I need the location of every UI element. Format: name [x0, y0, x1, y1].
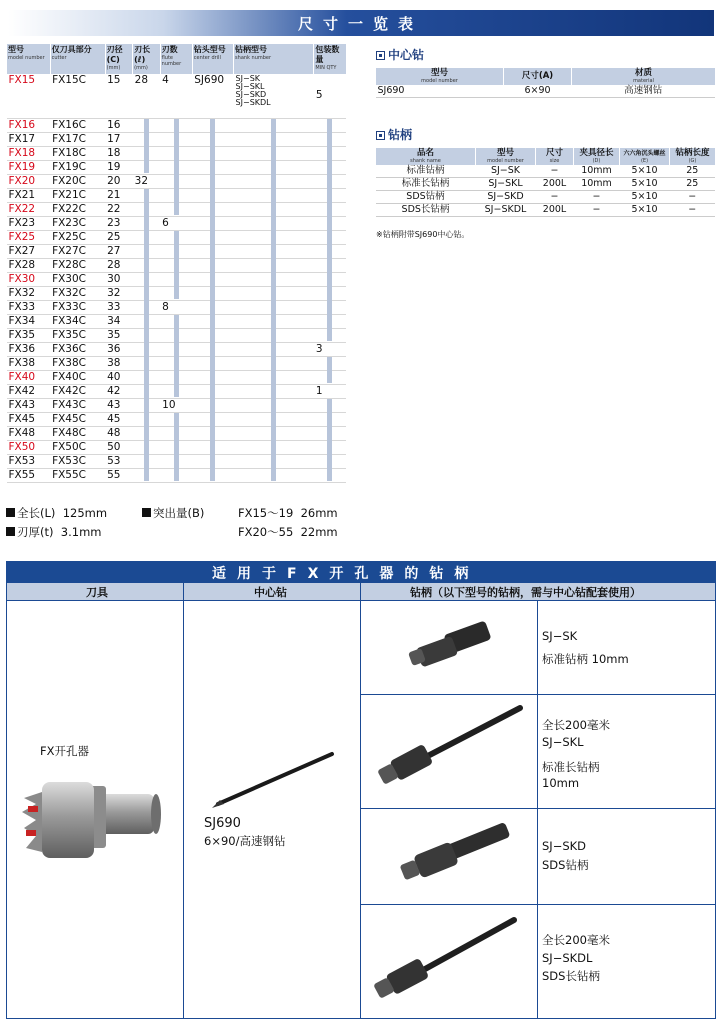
- continuation-bar: [327, 119, 332, 341]
- table-row: FX15 FX15C 15 28 4 SJ690 SJ−SK SJ−SKL SJ−SKD SJ−SKDL 5: [7, 74, 347, 118]
- spec-blade-thickness: 刃厚(t) 3.1mm: [6, 524, 102, 540]
- spec-total-length: 全长(L) 125mm: [6, 505, 107, 521]
- table-row: FX34 FX34C 34: [7, 314, 347, 328]
- center-drill-image: [210, 748, 338, 810]
- shank-skd-model: SJ−SKD: [542, 839, 587, 853]
- size-table-header: 钻头型号 center drill: [192, 44, 233, 74]
- table-row: FX17 FX17C 17: [7, 132, 347, 146]
- center-drill-table: [375, 68, 715, 98]
- table-row: FX40 FX40C 40: [7, 370, 347, 384]
- shank-table: 品名 shank name 型号 model number 尺寸 size 夹具径长 (D) 六六角沉头螺丝 (E) 钻柄长度 (G) 标准钻柄 SJ−SK − 10mm 5×10 25 标准长钻柄 SJ−SKL 200L 10mm 5×10 25 SDS钻柄 SJ−SKD − − 5×10 − SDS长钻柄 SJ−SKDL 200L − 5×10 −: [375, 148, 715, 217]
- table-row: FX20 FX20C 20 32: [7, 174, 347, 188]
- table-row: FX16 FX16C 16: [7, 118, 347, 132]
- size-table-header: 钻柄型号 shank number: [234, 44, 314, 74]
- table-row: FX55 FX55C 55: [7, 468, 347, 482]
- table-row: FX19 FX19C 19: [7, 160, 347, 174]
- spec-protrusion: 突出量(B): [142, 505, 204, 521]
- center-drill-model: SJ690: [204, 816, 241, 831]
- shank-skl-image: [370, 700, 530, 800]
- table-row: FX21 FX21C 21: [7, 188, 347, 202]
- table-row: SDS长钻柄 SJ−SKDL 200L − 5×10 −: [376, 204, 716, 217]
- size-table-header: 刃长(ℓ) (mm): [133, 44, 161, 74]
- table-row: FX43 FX43C 43 10: [7, 398, 347, 412]
- square-bullet-icon: [376, 51, 385, 60]
- table-row: FX23 FX23C 23 6: [7, 216, 347, 230]
- center-drill-heading: 中心钻: [376, 46, 424, 63]
- shank-skdl-length: 全长200毫米: [542, 933, 610, 947]
- continuation-bar: [174, 315, 179, 397]
- continuation-bar: [174, 119, 179, 215]
- size-table-header: 型号 model number: [7, 44, 51, 74]
- table-row: SDS钻柄 SJ−SKD − − 5×10 −: [376, 191, 716, 204]
- table-row: FX25 FX25C 25: [7, 230, 347, 244]
- table-row: FX30 FX30C 30: [7, 272, 347, 286]
- size-table-header: 仅刀具部分 cutter: [50, 44, 105, 74]
- col-shank: 钻柄（以下型号的钻柄，需与中心钻配套使用）: [410, 586, 641, 599]
- shank-skl-model: SJ−SKL: [542, 735, 584, 749]
- table-row: FX35 FX35C 35: [7, 328, 347, 342]
- table-row: 标准长钻柄 SJ−SKL 200L 10mm 5×10 25: [376, 178, 716, 191]
- table-row: FX42 FX42C 42 1: [7, 384, 347, 398]
- shank-sk-desc: 标准钻柄 10mm: [542, 652, 629, 666]
- table-row: FX33 FX33C 33 8: [7, 300, 347, 314]
- col-center: 中心钻: [254, 586, 287, 599]
- size-table-header: 刃径(C) (mm): [105, 44, 133, 74]
- continuation-bar: [327, 357, 332, 383]
- shank-sk-model: SJ−SK: [542, 629, 578, 643]
- shank-skl-name: 标准长钻柄: [542, 760, 600, 774]
- continuation-bar: [271, 119, 276, 481]
- shank-skd-image: [390, 816, 520, 896]
- header-material: 材质 material: [572, 68, 716, 85]
- table-row: FX27 FX27C 27: [7, 244, 347, 258]
- center-drill-desc: 6×90/高速钢钻: [204, 834, 286, 848]
- size-list-banner: [8, 10, 714, 36]
- shank-note: ※钻柄附带SJ690中心钻。: [376, 230, 470, 239]
- shank-heading: 钻柄: [376, 126, 412, 143]
- spec-range1: FX15～19 26mm: [238, 506, 338, 520]
- applicable-title: 适用于FX开孔器的钻柄: [212, 566, 480, 582]
- continuation-bar: [210, 119, 215, 481]
- applicable-banner: [6, 561, 716, 582]
- shank-skdl-model: SJ−SKDL: [542, 951, 593, 965]
- table-row: FX38 FX38C 38: [7, 356, 347, 370]
- table-row: FX32 FX32C 32: [7, 286, 347, 300]
- shank-skl-length: 全长200毫米: [542, 718, 610, 732]
- shank-number: SJ−SKL: [235, 82, 265, 91]
- table-row: 标准钻柄 SJ−SK − 10mm 5×10 25: [376, 165, 716, 178]
- hole-saw-image: [22, 770, 162, 870]
- size-table-header: 包装数量 MIN QTY: [314, 44, 346, 74]
- cutter-label: FX开孔器: [40, 744, 89, 758]
- size-list-title: 尺寸一览表: [298, 15, 424, 33]
- spec-range2: FX20～55 22mm: [238, 525, 338, 539]
- table-row: FX22 FX22C 22: [7, 202, 347, 216]
- table-row: FX50 FX50C 50: [7, 440, 347, 454]
- shank-sk-image: [400, 616, 510, 676]
- table-row: FX53 FX53C 53: [7, 454, 347, 468]
- shank-skdl-image: [368, 912, 528, 1012]
- col-cutter: 刀具: [86, 586, 108, 599]
- shank-number: SJ−SK: [235, 74, 261, 83]
- square-bullet-icon: [376, 131, 385, 140]
- continuation-bar: [327, 399, 332, 481]
- continuation-bar: [174, 413, 179, 481]
- table-row: FX45 FX45C 45: [7, 412, 347, 426]
- table-row: FX48 FX48C 48: [7, 426, 347, 440]
- header-model: 型号 model number: [376, 68, 504, 85]
- shank-number: SJ−SKDL: [235, 98, 271, 107]
- table-row: FX36 FX36C 36 3: [7, 342, 347, 356]
- shank-skl-size: 10mm: [542, 776, 580, 790]
- table-row: SJ690 6×90 高速钢钻: [376, 85, 716, 98]
- shank-skd-name: SDS钻柄: [542, 858, 589, 872]
- header-size: 尺寸(A): [504, 68, 572, 85]
- continuation-bar: [144, 119, 149, 173]
- continuation-bar: [174, 231, 179, 299]
- table-row: FX18 FX18C 18: [7, 146, 347, 160]
- shank-skdl-name: SDS长钻柄: [542, 969, 600, 983]
- size-table-header: 刃数 flute number: [160, 44, 192, 74]
- table-row: FX28 FX28C 28: [7, 258, 347, 272]
- shank-number: SJ−SKD: [235, 90, 267, 99]
- continuation-bar: [144, 189, 149, 481]
